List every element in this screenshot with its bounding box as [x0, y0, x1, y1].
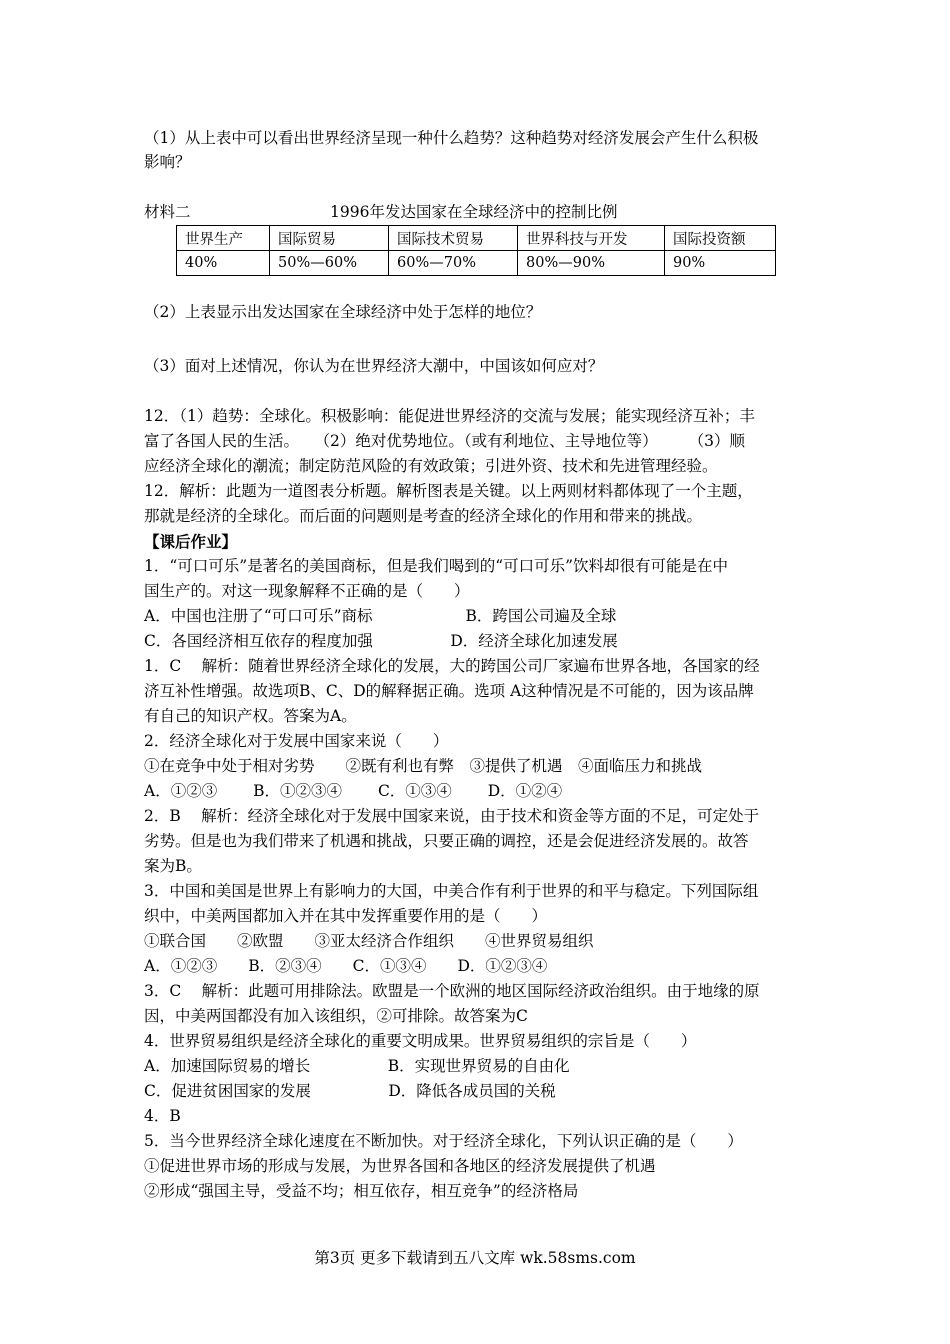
text-line: 5．当今世界经济全球化速度在不断加快。对于经济全球化，下列认识正确的是（ ）	[144, 1132, 743, 1150]
text-line: A．中国也注册了“可口可乐”商标 B．跨国公司遍及全球	[144, 607, 617, 625]
text-line: 3．中国和美国是世界上有影响力的大国，中美合作有利于世界的和平与稳定。下列国际组	[144, 882, 759, 900]
question-2: （2）上表显示出发达国家在全球经济中处于怎样的地位？	[144, 303, 542, 321]
text-line: C．各国经济相互依存的程度加强 D．经济全球化加速发展	[144, 632, 618, 650]
table-row	[177, 251, 776, 276]
text-line: 1．C 解析：随着世界经济全球化的发展，大的跨国公司厂家遍布世界各地，各国家的经	[144, 657, 760, 675]
page-footer: 第3页 更多下载请到五八文库 wk.58sms.com	[314, 1249, 636, 1267]
answers-and-homework	[144, 404, 812, 1204]
text-line: A．①②③ B．②③④ C．①③④ D．①②③④	[144, 957, 548, 975]
text-line: ①促进世界市场的形成与发展，为世界各国和各地区的经济发展提供了机遇	[144, 1157, 656, 1175]
text-line: 2．B 解析：经济全球化对于发展中国家来说，由于技术和资金等方面的不足，可定处于	[144, 807, 760, 825]
text-line: ①联合国 ②欧盟 ③亚太经济合作组织 ④世界贸易组织	[144, 932, 594, 950]
section-heading: 【课后作业】	[144, 532, 238, 551]
table-title: 1996年发达国家在全球经济中的控制比例	[330, 203, 618, 221]
text-line: 4．B	[144, 1107, 181, 1125]
text-line: 有自己的知识产权。答案为A。	[144, 707, 357, 725]
table-cell: 50%—60%	[270, 251, 389, 276]
table-cell: 40%	[177, 251, 270, 276]
question-1-line-1: （1）从上表中可以看出世界经济呈现一种什么趋势？这种趋势对经济发展会产生什么积极	[144, 129, 759, 147]
text-line: 济互补性增强。故选项B、C、D的解释据正确。选项 A这种情况是不可能的，因为该品牌	[144, 682, 754, 700]
text-line: 富了各国人民的生活。 （2）绝对优势地位。（或有利地位、主导地位等） （3）顺	[144, 432, 745, 450]
table-header-cell: 世界科技与开发	[518, 226, 665, 251]
table-cell: 80%—90%	[518, 251, 665, 276]
table-cell: 90%	[664, 251, 775, 276]
table-header-cell: 国际贸易	[270, 226, 389, 251]
text-line: 4．世界贸易组织是经济全球化的重要文明成果。世界贸易组织的宗旨是（ ）	[144, 1032, 697, 1050]
material-label: 材料二	[144, 203, 191, 221]
text-line: 应经济全球化的潮流；制定防范风险的有效政策；引进外资、技术和先进管理经验。	[144, 457, 718, 475]
table-cell: 60%—70%	[389, 251, 518, 276]
table-header-cell: 国际投资额	[664, 226, 775, 251]
table-header-row	[177, 226, 776, 251]
text-line: 12．（1）趋势：全球化。积极影响：能促进世界经济的交流与发展；能实现经济互补；丰	[144, 407, 755, 425]
text-line: ①在竞争中处于相对劣势 ②既有利也有弊 ③提供了机遇 ④面临压力和挑战	[144, 757, 703, 775]
text-line: 1．“可口可乐”是著名的美国商标，但是我们喝到的“可口可乐”饮料却很有可能是在中	[144, 557, 729, 575]
text-line: 12．解析：此题为一道图表分析题。解析图表是关键。以上两则材料都体现了一个主题，	[144, 482, 753, 500]
text-line: A．①②③ B．①②③④ C．①③④ D．①②④	[144, 782, 563, 800]
text-line: A．加速国际贸易的增长 B．实现世界贸易的自由化	[144, 1057, 570, 1075]
text-line: 织中，中美两国都加入并在其中发挥重要作用的是（ ）	[144, 907, 548, 925]
text-line: 国生产的。对这一现象解释不正确的是（ ）	[144, 582, 470, 600]
question-1-line-2: 影响？	[144, 153, 191, 171]
question-3: （3）面对上述情况，你认为在世界经济大潮中，中国该如何应对？	[144, 357, 604, 375]
text-line: 2．经济全球化对于发展中国家来说（ ）	[144, 732, 449, 750]
text-line: 劣势。但是也为我们带来了机遇和挑战，只要正确的调控，还是会促进经济发展的。故答	[144, 832, 749, 850]
text-line: 案为B。	[144, 857, 202, 875]
table-header-cell: 世界生产	[177, 226, 270, 251]
table-header-cell: 国际技术贸易	[389, 226, 518, 251]
text-line: 3．C 解析：此题可用排除法。欧盟是一个欧洲的地区国际经济政治组织。由于地缘的原	[144, 982, 760, 1000]
text-line: 那就是经济的全球化。而后面的问题则是考查的经济全球化的作用和带来的挑战。	[144, 507, 703, 525]
text-line: C．促进贫困国家的发展 D．降低各成员国的关税	[144, 1082, 556, 1100]
text-line: 因，中美两国都没有加入该组织，②可排除。故答案为C	[144, 1007, 528, 1025]
control-ratio-table	[176, 225, 776, 276]
text-line: ②形成“强国主导，受益不均；相互依存，相互竞争”的经济格局	[144, 1182, 579, 1200]
